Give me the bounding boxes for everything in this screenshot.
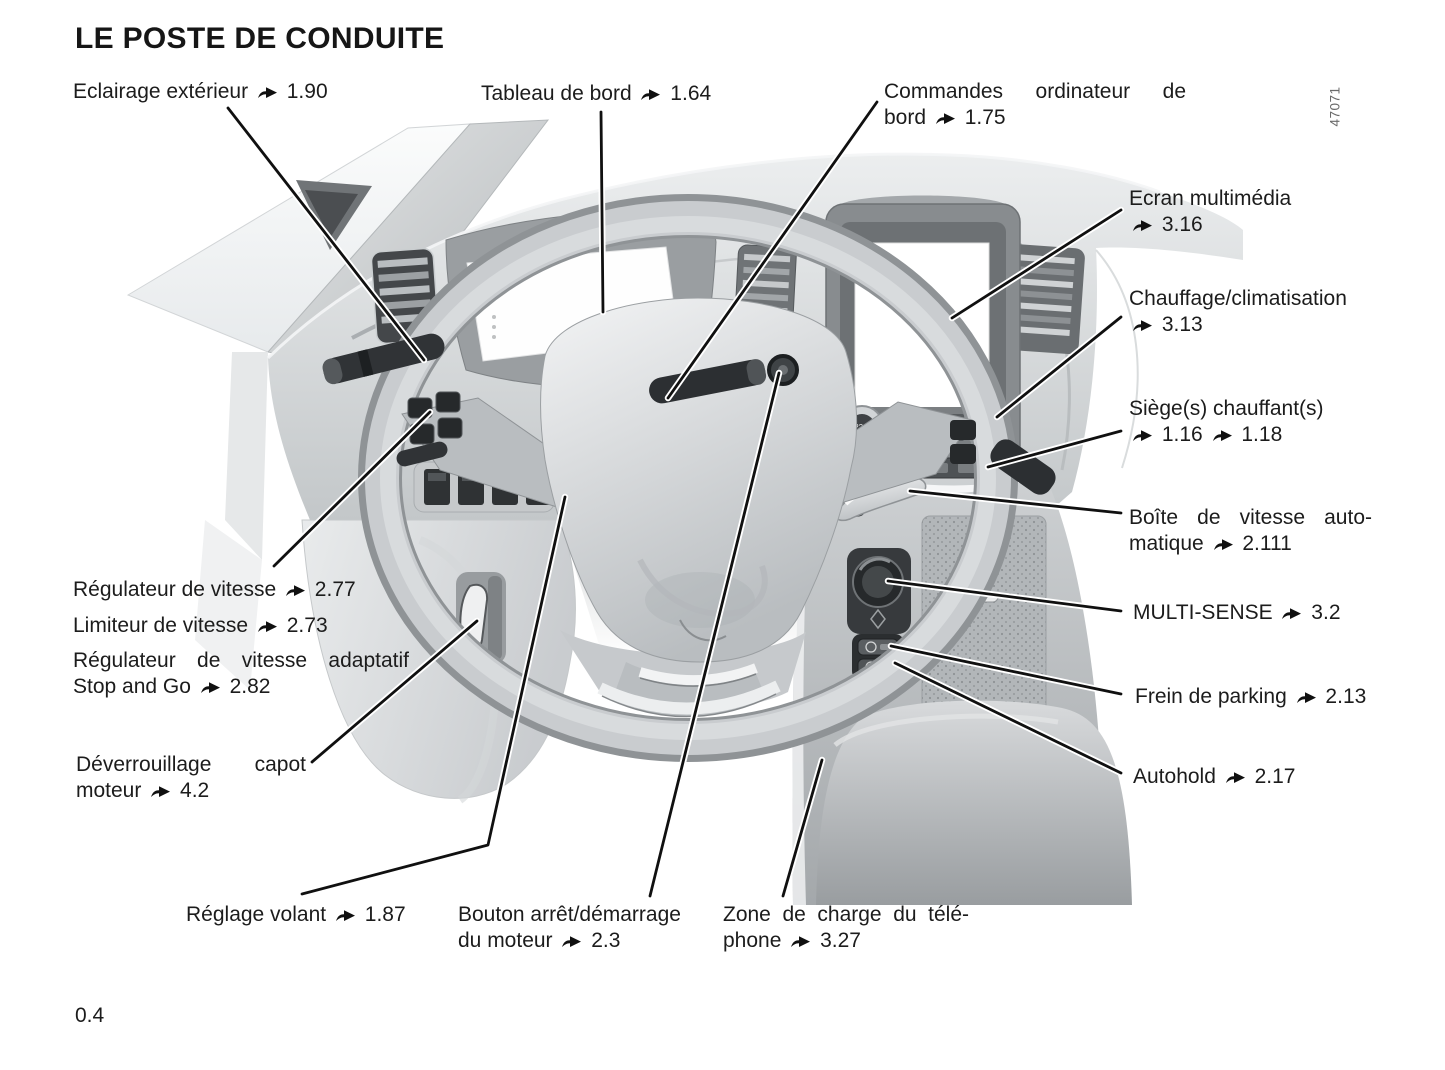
page-title: LE POSTE DE CONDUITE <box>75 22 445 55</box>
callout-commandes-ordinateur-de-bord: Commandes ordinateur de bord 1.75 <box>884 80 1186 129</box>
page-reference-arrow-icon <box>335 909 356 922</box>
callout-boite-de-vitesse-automatique: Boîte de vitesse auto- matique 2.111 <box>1129 506 1372 555</box>
page-reference-arrow-icon <box>640 88 661 101</box>
climate-temp-right: 22.5 <box>979 423 995 432</box>
start-stop-button <box>769 356 797 384</box>
callout-reglage-volant: Réglage volant 1.87 <box>186 903 406 926</box>
page-reference-arrow-icon <box>1281 607 1302 620</box>
figure-number: 47071 <box>1327 85 1343 127</box>
callout-autohold: Autohold 2.17 <box>1133 765 1296 788</box>
callout-sieges-chauffants: Siège(s) chauffant(s) 1.16 1.18 <box>1129 397 1324 446</box>
page-reference-arrow-icon <box>1213 538 1234 551</box>
callout-deverrouillage-capot-moteur: Déverrouillage capot moteur 4.2 <box>76 753 306 802</box>
callout-eclairage-exterieur: Eclairage extérieur 1.90 <box>73 80 328 103</box>
leader-line-tableau-de-bord <box>601 112 603 312</box>
page-reference-arrow-icon <box>1212 429 1233 442</box>
page-reference-arrow-icon <box>200 681 221 694</box>
callout-bouton-arret-demarrage: Bouton arrêt/démarrage du moteur 2.3 <box>458 903 681 952</box>
callout-regulateur-de-vitesse: Régulateur de vitesse 2.77 <box>73 578 356 601</box>
page-reference-arrow-icon <box>1132 319 1153 332</box>
callout-frein-de-parking: Frein de parking 2.13 <box>1135 685 1367 708</box>
callout-tableau-de-bord: Tableau de bord 1.64 <box>481 82 712 105</box>
page-reference-arrow-icon <box>790 935 811 948</box>
page-reference-arrow-icon <box>561 935 582 948</box>
page-reference-arrow-icon <box>257 86 278 99</box>
page-reference-arrow-icon <box>1132 219 1153 232</box>
page-reference-arrow-icon <box>257 620 278 633</box>
page-reference-arrow-icon <box>935 112 956 125</box>
callout-multi-sense: MULTI-SENSE 3.2 <box>1133 601 1341 624</box>
callout-ecran-multimedia: Ecran multimédia 3.16 <box>1129 187 1292 236</box>
callout-chauffage-climatisation: Chauffage/climatisation 3.13 <box>1129 287 1347 336</box>
page-reference-arrow-icon <box>1132 429 1153 442</box>
page-reference-arrow-icon <box>1296 691 1317 704</box>
callout-zone-charge-telephone: Zone de charge du télé- phone 3.27 <box>723 903 969 952</box>
page-number: 0.4 <box>75 1004 105 1027</box>
multi-sense-control <box>847 548 911 634</box>
page-reference-arrow-icon <box>150 785 171 798</box>
page-reference-arrow-icon <box>285 584 306 597</box>
callout-regulateur-vitesse-adaptatif: Régulateur de vitesse adaptatif Stop and Go 2.82 <box>73 649 409 698</box>
door-edge <box>225 352 268 560</box>
page-reference-arrow-icon <box>1225 771 1246 784</box>
callout-limiteur-de-vitesse: Limiteur de vitesse 2.73 <box>73 614 328 637</box>
